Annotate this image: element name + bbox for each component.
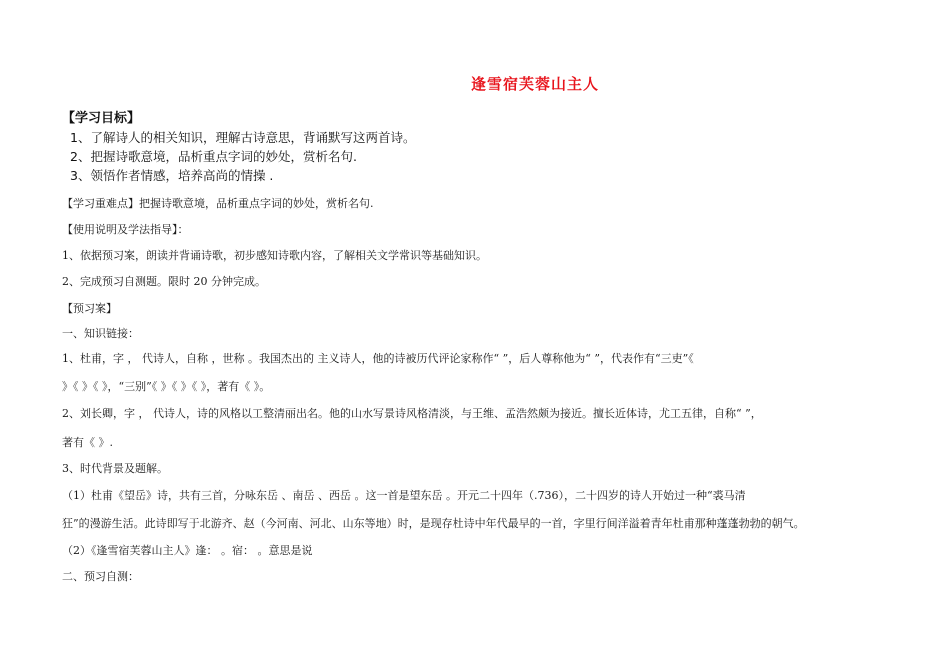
paragraph-line: 》《 》《 》，“三别”《 》《 》《 》，著有《 》。	[62, 380, 271, 393]
paragraph-line: 1、杜甫，字 ， 代诗人，自称 ，世称 。我国杰出的 主义诗人，他的诗被历代评论家称作“ ”，后人尊称他为“ ”，代表作有“三吏”《	[62, 352, 694, 365]
section-heading: 一、知识链接：	[62, 327, 139, 340]
instruction-item: 1、依据预习案，朗读并背诵诗歌，初步感知诗歌内容，了解相关文学常识等基础知识。	[62, 249, 487, 262]
paragraph-line: （2）《逢雪宿芙蓉山主人》逢： 。宿： 。意思是说	[62, 544, 313, 557]
section-heading: 3、时代背景及题解。	[62, 462, 168, 475]
paragraph-line: 狂”的漫游生活。此诗即写于北游齐、赵（今河南、河北、山东等地）时，是现存杜诗中年代最早的一首，字里行间洋溢着青年杜甫那种蓬蓬勃勃的朝气。	[62, 517, 805, 530]
learning-goals-heading: 【学习目标】	[62, 111, 141, 126]
page-title: 逢雪宿芙蓉山主人	[470, 75, 599, 93]
paragraph-line: （1）杜甫《望岳》诗，共有三首，分咏东岳 、南岳 、西岳 。这一首是望东岳 。开元二十四年（.736），二十四岁的诗人开始过一种“裘马清	[62, 489, 746, 502]
paragraph-line: 著有《 》.	[62, 436, 113, 449]
paragraph-line: 2、刘长卿，字 ， 代诗人，诗的风格以工整清丽出名。他的山水写景诗风格清淡，与王维、孟浩然颇为接近。擅长近体诗，尤工五律，自称“ ”，	[62, 407, 762, 420]
section-heading: 二、预习自测：	[62, 570, 139, 583]
key-points-line: 【学习重难点】把握诗歌意境，品析重点字词的妙处，赏析名句.	[62, 197, 374, 210]
learning-goal-item: 2、把握诗歌意境，品析重点字词的妙处，赏析名句.	[70, 149, 357, 164]
instructions-heading: 【使用说明及学法指导】：	[62, 223, 189, 236]
preview-heading: 【预习案】	[62, 302, 117, 315]
learning-goal-item: 1、了解诗人的相关知识，理解古诗意思，背诵默写这两首诗。	[70, 130, 416, 145]
learning-goal-item: 3、领悟作者情感，培养高尚的情操 .	[70, 168, 274, 183]
instruction-item: 2、完成预习自测题。限时 20 分钟完成。	[62, 275, 266, 288]
learning-goals	[62, 110, 415, 185]
